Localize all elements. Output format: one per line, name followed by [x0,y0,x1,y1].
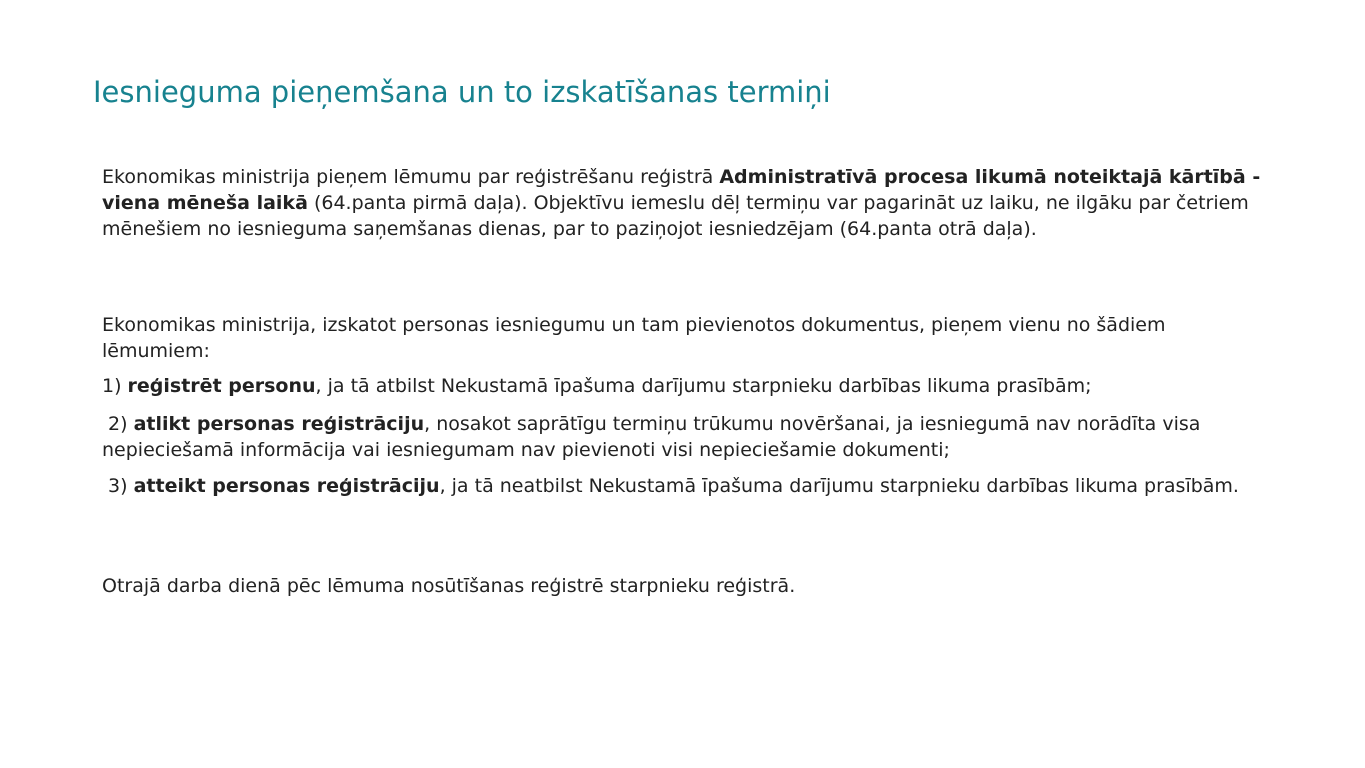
decision-text: , ja tā atbilst Nekustamā īpašuma darījumu starpnieku darbības likuma prasībām; [315,375,1092,397]
registry-entry-paragraph: Otrajā darba dienā pēc lēmuma nosūtīšanas reģistrē starpnieku reģistrā. [102,575,796,597]
decision-item-postpone [102,411,1272,463]
decision-deadline-paragraph [102,164,1272,242]
decision-text: , nosakot saprātīgu termiņu trūkumu novēršanai, ja iesniegumā nav norādīta visa nepieciešamā informācija vai iesniegumam nav pievienoti visi nepieciešamie dokumenti; [102,413,1201,461]
decision-item-register [102,373,1272,399]
paragraph-bold-text: Administratīvā procesa likumā noteiktajā kārtībā - viena mēneša laikā [102,166,1261,214]
decision-text: , ja tā neatbilst Nekustamā īpašuma darījumu starpnieku darbības likuma prasībām. [439,475,1239,497]
decision-title: atteikt personas reģistrāciju [133,475,440,497]
decision-item-refuse [102,473,1272,499]
decision-number: 2) [102,413,134,435]
decision-number: 3) [102,475,134,497]
paragraph-text: (64.panta pirmā daļa). Objektīvu iemeslu dēļ termiņu var pagarināt uz laiku, ne ilgāku par četriem mēnešiem no iesnieguma saņemšanas dienas, par to paziņojot iesniedzējam (64.panta otrā daļa). [102,192,1249,240]
slide-title: Iesnieguma pieņemšana un to izskatīšanas termiņi [93,75,831,109]
decision-title: atlikt personas reģistrāciju [133,413,425,435]
decision-number: 1) [102,375,128,397]
decision-title: reģistrēt personu [127,375,316,397]
paragraph-text: Ekonomikas ministrija pieņem lēmumu par reģistrēšanu reģistrā [102,166,720,188]
decisions-intro-paragraph: Ekonomikas ministrija, izskatot personas iesniegumu un tam pievienotos dokumentus, pieņem vienu no šādiem lēmumiem: [102,314,1166,362]
